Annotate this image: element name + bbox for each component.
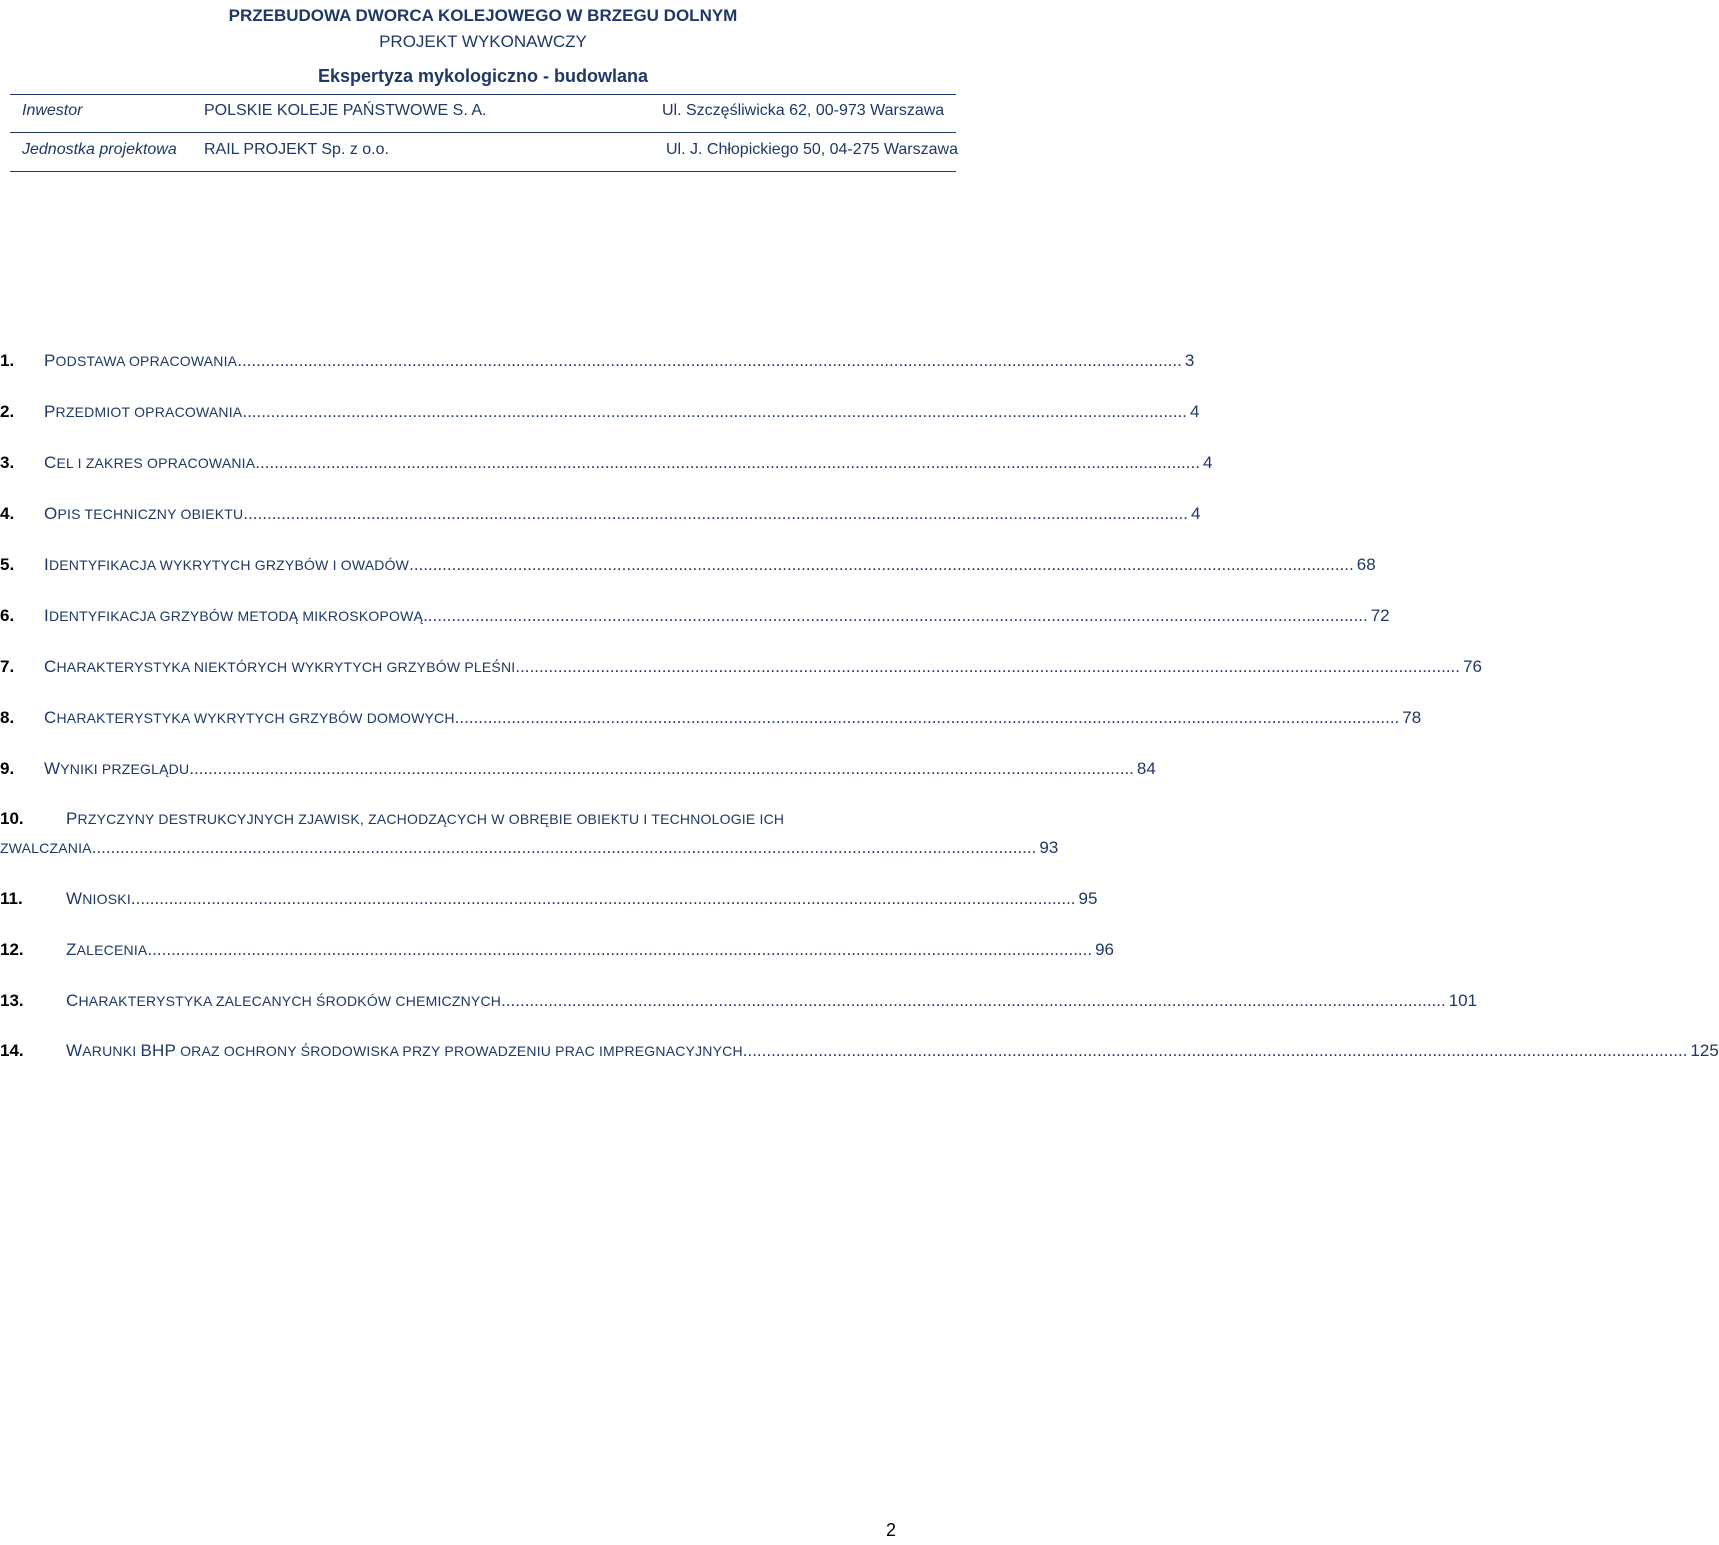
toc-entry-1[interactable] <box>0 351 1195 377</box>
toc-entry-number: 3. <box>0 453 15 472</box>
toc-entry-8[interactable] <box>0 708 1422 734</box>
header-rule-top <box>10 94 956 95</box>
toc-entry-5[interactable] <box>0 555 1376 581</box>
designer-address: Ul. J. Chłopickiego 50, 04-275 Warszawa <box>666 141 958 158</box>
toc-entry-title: CHARAKTERYSTYKA WYKRYTYCH GRZYBÓW DOMOWYCH <box>44 708 455 727</box>
toc-entry-title: WYNIKI PRZEGLĄDU <box>44 759 190 778</box>
toc-entry-page: 78 <box>1402 708 1422 727</box>
toc-entry-page: 4 <box>1202 453 1213 472</box>
toc-entry-page: 125 <box>1690 1041 1719 1060</box>
toc-dot-leader: ........................................................................................................................................................................................................ <box>515 657 1460 676</box>
toc-entry-number: 10. <box>0 809 24 828</box>
toc-dot-leader: ........................................................................................................................................................................................................ <box>454 708 1400 727</box>
toc-dot-leader: ........................................................................................................................................................................................................ <box>255 453 1200 472</box>
toc-entry-title: CEL I ZAKRES OPRACOWANIA <box>44 453 256 472</box>
header-rule-middle <box>10 132 956 133</box>
toc-entry-title: PODSTAWA OPRACOWANIA <box>44 351 238 370</box>
toc-entry-title: WNIOSKI <box>66 889 131 908</box>
investor-name: POLSKIE KOLEJE PAŃSTWOWE S. A. <box>204 102 487 119</box>
toc-entry-number: 6. <box>0 606 15 625</box>
toc-entry-6[interactable] <box>0 606 1390 632</box>
header-rule-bottom <box>10 171 956 172</box>
toc-entry-page: 4 <box>1189 402 1200 421</box>
document-title: Ekspertyza mykologiczno - budowlana <box>317 66 649 86</box>
toc-entry-number: 5. <box>0 555 15 574</box>
toc-entry-number: 14. <box>0 1041 24 1060</box>
toc-dot-leader: ........................................................................................................................................................................................................ <box>243 504 1188 523</box>
toc-dot-leader: ........................................................................................................................................................................................................ <box>237 351 1182 370</box>
toc-entry-number: 12. <box>0 940 24 959</box>
toc-entry-page: 4 <box>1191 504 1201 523</box>
investor-address: Ul. Szczęśliwicka 62, 00-973 Warszawa <box>662 102 945 119</box>
project-stage: PROJEKT WYKONAWCZY <box>379 32 587 51</box>
toc-dot-leader: ........................................................................................................................................................................................................ <box>409 555 1354 574</box>
toc-entry-title-continued: ZWALCZANIA <box>0 840 92 856</box>
toc-entry-title: PRZYCZYNY DESTRUKCYJNYCH ZJAWISK, ZACHODZĄCYCH W OBRĘBIE OBIEKTU I TECHNOLOGIE ICH <box>66 809 785 828</box>
toc-dot-leader: ........................................................................................................................................................................................................ <box>189 759 1134 778</box>
toc-entry-page: 68 <box>1356 555 1376 574</box>
toc-dot-leader: ........................................................................................................................................................................................................ <box>147 940 1093 959</box>
toc-entry-title: CHARAKTERYSTYKA NIEKTÓRYCH WYKRYTYCH GRZYBÓW PLEŚNI <box>44 657 516 676</box>
toc-entry-number: 8. <box>0 708 15 727</box>
toc-entry-page: 101 <box>1448 991 1478 1010</box>
toc-entry-number: 9. <box>0 759 15 778</box>
toc-entry-2[interactable] <box>0 402 1200 428</box>
toc-entry-page: 84 <box>1136 759 1156 778</box>
toc-entry-11[interactable] <box>0 889 1098 915</box>
toc-entry-title: IDENTYFIKACJA WYKRYTYCH GRZYBÓW I OWADÓW <box>44 555 410 574</box>
toc-entry-10[interactable] <box>0 809 1059 861</box>
toc-entry-title: ZALECENIA <box>66 940 148 959</box>
toc-entry-13[interactable] <box>0 991 1478 1017</box>
toc-entry-title: OPIS TECHNICZNY OBIEKTU <box>44 504 244 523</box>
toc-entry-3[interactable] <box>0 453 1213 479</box>
toc-entry-14[interactable] <box>0 1041 1719 1067</box>
toc-entry-7[interactable] <box>0 657 1482 683</box>
toc-entry-9[interactable] <box>0 759 1156 785</box>
toc-entry-title: PRZEDMIOT OPRACOWANIA <box>44 402 243 421</box>
toc-entry-12[interactable] <box>0 940 1115 966</box>
toc-entry-number: 2. <box>0 402 15 421</box>
investor-label: Inwestor <box>22 102 83 119</box>
toc-entry-number: 11. <box>0 889 23 908</box>
toc-entry-number: 4. <box>0 504 15 523</box>
toc-entry-title: WARUNKI BHP ORAZ OCHRONY ŚRODOWISKA PRZY PROWADZENIU PRAC IMPREGNACYJNYCH <box>66 1041 743 1060</box>
page-number: 2 <box>885 1520 896 1540</box>
toc-entry-number: 13. <box>0 991 24 1010</box>
toc-dot-leader: ........................................................................................................................................................................................................ <box>501 991 1446 1010</box>
designer-label: Jednostka projektowa <box>22 141 177 158</box>
toc-entry-page: 93 <box>1039 838 1059 857</box>
toc-dot-leader: ........................................................................................................................................................................................................ <box>423 606 1368 625</box>
designer-name: RAIL PROJEKT Sp. z o.o. <box>204 141 389 158</box>
toc-dot-leader: ........................................................................................................................................................................................................ <box>91 838 1037 857</box>
toc-entry-page: 95 <box>1078 889 1098 908</box>
toc-dot-leader: ........................................................................................................................................................................................................ <box>742 1041 1688 1060</box>
toc-entry-page: 72 <box>1370 606 1390 625</box>
toc-entry-title: CHARAKTERYSTYKA ZALECANYCH ŚRODKÓW CHEMICZNYCH <box>66 991 502 1010</box>
toc-dot-leader: ........................................................................................................................................................................................................ <box>242 402 1187 421</box>
toc-entry-4[interactable] <box>0 504 1201 530</box>
toc-entry-page: 96 <box>1095 940 1115 959</box>
toc-entry-page: 3 <box>1184 351 1195 370</box>
toc-entry-page: 76 <box>1463 657 1482 676</box>
toc-dot-leader: ........................................................................................................................................................................................................ <box>130 889 1076 908</box>
document-header <box>0 0 960 176</box>
project-title: PRZEBUDOWA DWORCA KOLEJOWEGO W BRZEGU DOLNYM <box>228 6 738 25</box>
toc-entry-number: 1. <box>0 351 15 370</box>
toc-entry-number: 7. <box>0 657 15 676</box>
toc-entry-title: IDENTYFIKACJA GRZYBÓW METODĄ MIKROSKOPOWĄ <box>44 606 424 625</box>
